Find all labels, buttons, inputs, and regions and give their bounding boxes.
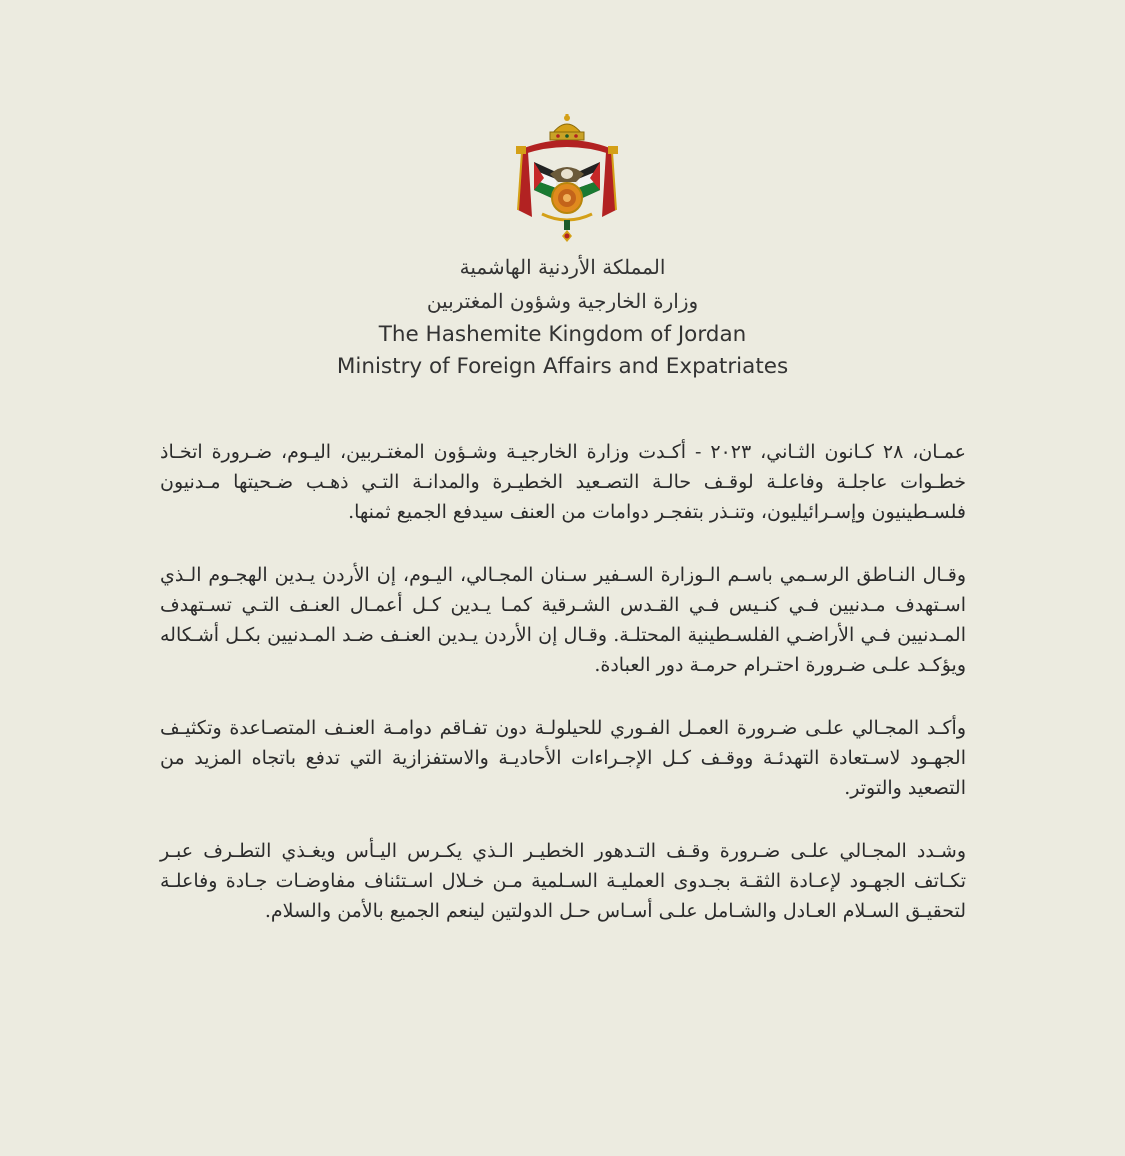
order-medal-icon xyxy=(542,214,592,242)
statement-paragraph: عمـان، ٢٨ كـانون الثـاني، ٢٠٢٣ - أكـدت وزارة الخارجيـة وشـؤون المغتـربين، اليـوم، ضـرورة اتخـاذ خطـوات عاجلـة وفاعلـة لوقـف حالـة التصـعيد الخطيـرة والمدانـة التـي ذهـب ضـحيتها مـدنيون فلسـطينيون وإسـرائيليون، وتنـذر بتفجـر دوامات من العنف سيدفع الجميع ثمنها. xyxy=(160,441,966,523)
arabic-kingdom-name: المملكة الأردنية الهاشمية xyxy=(459,255,666,279)
press-statement xyxy=(160,437,966,959)
arabic-ministry-name: وزارة الخارجية وشؤون المغتربين xyxy=(426,289,699,313)
shield-icon xyxy=(552,183,582,213)
statement-paragraph: وأكـد المجـالي علـى ضـرورة العمـل الفـوري للحيلولـة دون تفـاقم دوامـة العنـف المتصـاعدة وتكثيـف الجهـود لاسـتعادة التهدئـة ووقـف كـل الإجـراءات الأحاديـة والاستفزازية التي تدفع باتجاه المزيد من التصعيد والتوتر. xyxy=(160,717,966,799)
statement-paragraph: وقـال النـاطق الرسـمي باسـم الـوزارة السـفير سـنان المجـالي، اليـوم، إن الأردن يـدين الهجـوم الـذي اسـتهدف مـدنيين فـي كنـيس فـي القـدس الشـرقية كمـا يـدين كـل أعمـال العنـف التـي تسـتهدف المـدنيين فـي الأراضـي الفلسـطينية المحتلـة. وقـال إن الأردن يـدين العنـف ضـد المـدنيين بكـل أشـكاله ويؤكـد علـى ضـرورة احتـرام حرمـة دور العبادة. xyxy=(160,564,966,676)
english-ministry-name: Ministry of Foreign Affairs and Expatriates xyxy=(336,354,789,379)
english-kingdom-name: The Hashemite Kingdom of Jordan xyxy=(378,322,747,347)
statement-paragraph: وشـدد المجـالي علـى ضـرورة وقـف التـدهور الخطيـر الـذي يكـرس اليـأس ويغـذي التطـرف عبـر تكـاتف الجهـود لإعـادة الثقـة بجـدوى العمليـة السـلمية مـن خـلال اسـتئناف مفاوضـات جـادة وفاعلـة لتحقيـق السـلام العـادل والشـامل علـى أسـاس حـل الدولتين لينعم الجميع بالأمن والسلام. xyxy=(160,840,966,922)
crown-icon xyxy=(550,114,584,140)
jordan-coat-of-arms-icon xyxy=(512,112,622,250)
